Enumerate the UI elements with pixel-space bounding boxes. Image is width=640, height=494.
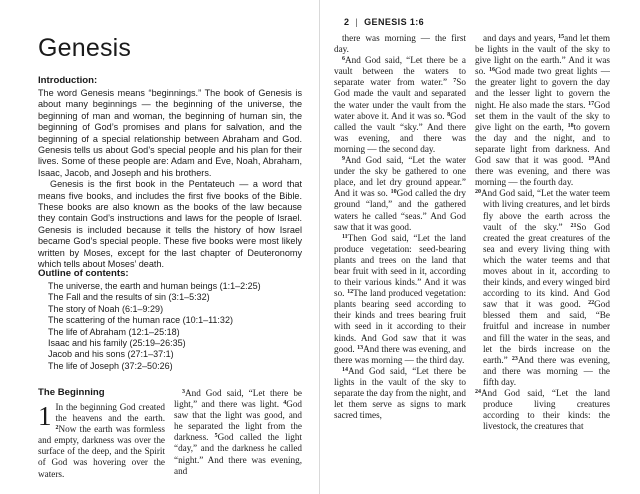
verse-number: 20	[475, 189, 481, 196]
verse-text: And God said, “Let the land produce living creatures according to their kinds: the livestock, the creatures that	[481, 388, 610, 432]
verse-paragraph	[334, 33, 466, 55]
verse-text: And God said, “Let there be lights in the vault of the sky to separate the day from the night, and let them serve as signs to mark sacred times,	[334, 365, 466, 421]
verse-text: and let them be lights in the vault of the sky to give light on the earth.” And it was so.	[475, 33, 610, 77]
verse-text: God called the vault “sky.” And there was evening, and there was morning — the second day.	[334, 110, 466, 154]
verse-text: God called the light “day,” and the darkness he called “night.” And there was evening, and	[174, 432, 303, 476]
verse-text: God set them in the vault of the sky to give light on the earth,	[475, 99, 610, 132]
verse-number: 18	[567, 122, 574, 129]
verse-text: And there was evening, and there was morning — the fifth day.	[483, 354, 611, 387]
text-column	[38, 402, 165, 480]
introduction-heading: Introduction:	[38, 75, 98, 86]
verse-paragraph	[174, 388, 302, 477]
verse-number: 17	[588, 100, 595, 107]
introduction-text	[38, 88, 302, 271]
chapter-number: 1	[38, 401, 52, 431]
outline-item: Jacob and his sons (27:1–37:1)	[48, 349, 174, 360]
running-head-separator: |	[355, 17, 359, 27]
verse-paragraph	[334, 366, 466, 421]
verse-text: God blessed them and said, “Be fruitful and increase in number and fill the water in the seas, and let the birds increase on the earth.”	[483, 299, 610, 365]
verse-number: 13	[357, 344, 364, 351]
verse-text: God made two great lights — the greater light to govern the day and the lesser light to govern the night. He also made the stars.	[475, 66, 610, 110]
outline-item: The Fall and the results of sin (3:1–5:32)	[48, 292, 210, 303]
verse-text: and days and years,	[483, 33, 556, 43]
verse-text: there was morning — the first day.	[334, 33, 466, 55]
verse-text: So God created the great creatures of the sea and every living thing with which the water teems and that moves about in it, according to their kinds, and every winged bird according to its kind. And God saw that it was good.	[483, 221, 610, 310]
book-title: Genesis	[38, 34, 132, 62]
outline-item: The universe, the earth and human beings (1:1–2:25)	[48, 281, 261, 291]
verse-number: 24	[475, 389, 481, 395]
verse-text: And there was evening, and there was morning — the fourth day.	[475, 155, 611, 188]
verse-number: 11	[342, 233, 348, 240]
outline-item: Isaac and his family (25:19–26:35)	[48, 338, 186, 349]
verse-text: God saw that the light was good, and he separated the light from the darkness.	[174, 399, 303, 443]
page-number: 2	[344, 17, 350, 27]
verse-number: 16	[488, 67, 495, 74]
verse-number: 8	[447, 111, 451, 118]
right-page	[320, 0, 640, 494]
verse-text: In the beginning God created the heavens and the earth.	[55, 402, 165, 424]
verse-number: 6	[342, 56, 345, 63]
intro-paragraph: The word Genesis means “beginnings.” The book of Genesis is about many beginnings — the beginning of the universe, the beginning of man and woman, the beginning of human sin, the beginning of God’s promises and plans for salvation, and the beginning of a special relationship between Abraham and God. Genesis tells us about God’s special people and his plan for their lives. Some of these people are: Adam and Eve, Noah, Abraham, Isaac, Jacob, and Joseph and his brothers.	[38, 88, 302, 178]
verse-number: 21	[570, 222, 577, 229]
text-column	[174, 388, 302, 477]
verse-paragraph	[38, 402, 165, 480]
verse-text: So God made the vault and separated the water under the vault from the water above it. And it was so.	[334, 77, 467, 121]
verse-text: And God said, “Let there be a vault between the waters to separate water from water.”	[334, 55, 466, 88]
verse-number: 9	[342, 156, 345, 163]
verse-number: 19	[588, 156, 595, 163]
verse-number: 2	[55, 425, 59, 432]
outline-list	[48, 281, 261, 372]
verse-number: 12	[347, 289, 354, 296]
verse-text: And God said, “Let there be light,” and there was light.	[174, 388, 302, 410]
verse-number: 4	[283, 400, 287, 407]
outline-item: The life of Joseph (37:2–50:26)	[48, 360, 173, 371]
section-heading: The Beginning	[38, 387, 105, 398]
outline-item: The story of Noah (6:1–9:29)	[48, 303, 164, 314]
verse-number: 7	[453, 78, 457, 85]
verse-paragraph	[334, 155, 466, 233]
running-head	[344, 17, 424, 27]
outline-item: The scattering of the human race (10:1–11:32)	[48, 315, 233, 326]
verse-number: 5	[214, 433, 218, 440]
verse-paragraph	[475, 188, 610, 388]
intro-paragraph: Genesis is the first book in the Pentateuch — a word that means five books, and includes the first five books of the Bible. These books are also known as the books of the law because they contain God’s instructions and laws for the people of Israel. Genesis is included because it tells the history of how Israel became God’s special people. These five books were most likely written by Moses, except for the last chapter of Deuteronomy which tells about Moses’ death.	[38, 179, 302, 270]
verse-number: 15	[558, 34, 565, 40]
verse-text: God called the dry ground “land,” and the gathered waters he called “seas.” And God saw that it was good.	[334, 188, 466, 232]
text-column	[334, 33, 466, 421]
verse-paragraph	[334, 55, 466, 155]
verse-text: Then God said, “Let the land produce vegetation: seed-bearing plants and trees on the land that bear fruit with seed in it, according to their various kinds.” And it was so.	[334, 232, 466, 299]
verse-number: 10	[390, 189, 397, 196]
verse-text: to govern the day and the night, and to separate light from darkness. And God saw that it was good.	[475, 121, 610, 166]
verse-number: 23	[511, 355, 518, 362]
text-column	[475, 33, 610, 432]
verse-paragraph	[475, 33, 610, 188]
verse-paragraph	[334, 233, 466, 366]
verse-text: And God said, “Let the water teem with living creatures, and let birds fly above the earth across the vault of the sky.”	[481, 188, 610, 232]
verse-number: 3	[182, 389, 185, 395]
verse-text: Now the earth was formless and empty, darkness was over the surface of the deep, and the Spirit of God was hovering over the waters.	[38, 424, 165, 479]
verse-number: 22	[588, 300, 595, 307]
verse-text: And God said, “Let the water under the sky be gathered to one place, and let dry ground appear.” And it was so.	[334, 155, 466, 199]
running-head-reference: GENESIS 1:6	[364, 17, 425, 27]
verse-text: And there was evening, and there was morning — the third day.	[334, 343, 467, 365]
verse-number: 14	[342, 366, 348, 373]
verse-text: The land produced vegetation: plants bearing seed according to their kinds and trees bearing fruit with seed in it according to their kinds. And God saw that it was good.	[334, 288, 466, 354]
outline-heading: Outline of contents:	[38, 268, 129, 279]
verse-paragraph	[475, 388, 610, 432]
outline-item: The life of Abraham (12:1–25:18)	[48, 326, 180, 337]
